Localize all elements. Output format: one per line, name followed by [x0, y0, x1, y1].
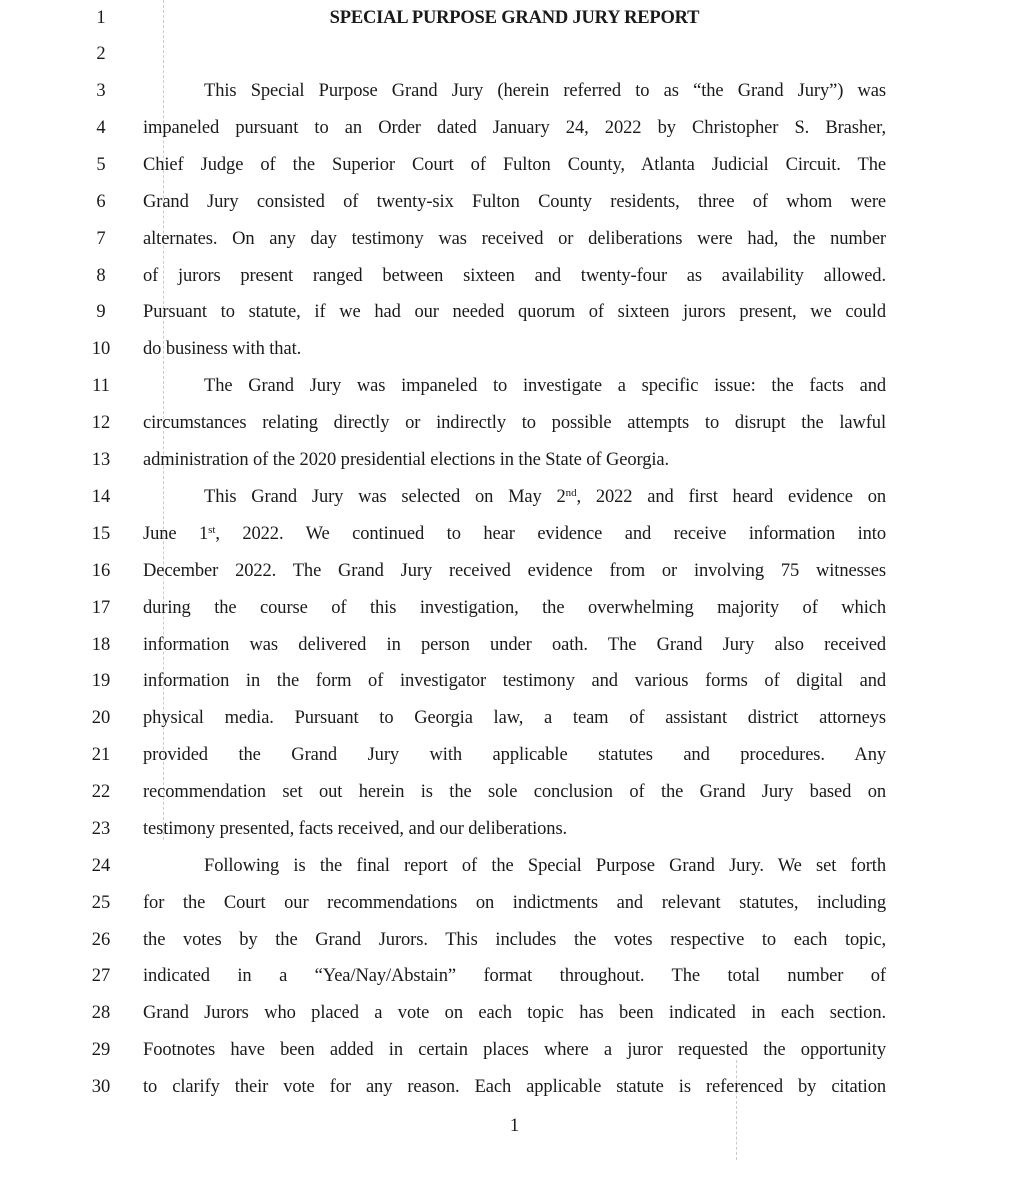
line-number: 3: [96, 81, 106, 101]
line-number: 21: [91, 745, 111, 765]
document-line: [0, 405, 1029, 441]
document-line: [0, 700, 1029, 736]
line-number: 11: [92, 376, 110, 396]
line-text: indicated in a “Yea/Nay/Abstain” format throughout. The total number of: [143, 966, 886, 986]
line-number: 26: [91, 930, 111, 950]
document-line: [0, 184, 1029, 220]
document-line: [0, 258, 1029, 294]
line-text: information in the form of investigator testimony and various forms of digital and: [143, 671, 886, 691]
document-line: [0, 885, 1029, 921]
line-number: 28: [91, 1003, 111, 1023]
line-text: Following is the final report of the Special Purpose Grand Jury. We set forth: [204, 856, 886, 876]
line-text: Grand Jury consisted of twenty-six Fulton County residents, three of whom were: [143, 192, 886, 212]
document-line: [0, 36, 1029, 72]
document-line: [0, 922, 1029, 958]
line-number: 16: [91, 561, 111, 581]
document-line: [0, 479, 1029, 515]
line-number: 19: [91, 671, 111, 691]
document-line: [0, 848, 1029, 884]
document-line: [0, 590, 1029, 626]
line-text-part: , 2022 and first heard evidence on: [576, 487, 886, 507]
line-number: 4: [96, 118, 106, 138]
line-number: 18: [91, 635, 111, 655]
line-text: of jurors present ranged between sixteen and twenty-four as availability allowed.: [143, 266, 886, 286]
document-line: [0, 737, 1029, 773]
line-number: 2: [96, 44, 106, 64]
line-number: 13: [91, 450, 111, 470]
line-number: 24: [91, 856, 111, 876]
document-line: [0, 0, 1029, 36]
line-number: 9: [96, 302, 106, 322]
line-number: 8: [96, 266, 106, 286]
line-text: circumstances relating directly or indirectly to possible attempts to disrupt the lawful: [143, 413, 886, 433]
line-number: 27: [91, 966, 111, 986]
line-text-part: This Grand Jury was selected on May 2: [204, 487, 566, 507]
line-text: December 2022. The Grand Jury received evidence from or involving 75 witnesses: [143, 561, 886, 581]
document-line: [0, 110, 1029, 146]
line-number: 30: [91, 1077, 111, 1097]
line-text: provided the Grand Jury with applicable statutes and procedures. Any: [143, 745, 886, 765]
line-number: 5: [96, 155, 106, 175]
line-text: Grand Jurors who placed a vote on each topic has been indicated in each section.: [143, 1003, 886, 1023]
line-number: 12: [91, 413, 111, 433]
line-text-part: June 1: [143, 524, 209, 544]
document-line: [0, 663, 1029, 699]
document-line: [0, 1032, 1029, 1068]
ordinal-superscript: nd: [565, 487, 577, 499]
document-title: SPECIAL PURPOSE GRAND JURY REPORT: [329, 8, 700, 28]
line-text: [204, 479, 886, 515]
line-text: do business with that.: [143, 339, 302, 359]
line-text-part: , 2022. We continued to hear evidence and receive information into: [215, 524, 886, 544]
line-number: 10: [91, 339, 111, 359]
line-text: impaneled pursuant to an Order dated January 24, 2022 by Christopher S. Brasher,: [143, 118, 886, 138]
line-text: Pursuant to statute, if we had our needed quorum of sixteen jurors present, we could: [143, 302, 886, 322]
line-number: 15: [91, 524, 111, 544]
document-line: [0, 368, 1029, 404]
line-number: 7: [96, 229, 106, 249]
line-number: 6: [96, 192, 106, 212]
document-line: [0, 627, 1029, 663]
line-text: information was delivered in person under oath. The Grand Jury also received: [143, 635, 886, 655]
line-number: 29: [91, 1040, 111, 1060]
ordinal-superscript: st: [208, 524, 216, 536]
line-number: 14: [91, 487, 111, 507]
line-number: 25: [91, 893, 111, 913]
document-line: [0, 995, 1029, 1031]
document-line: [0, 442, 1029, 478]
line-text: recommendation set out herein is the sole conclusion of the Grand Jury based on: [143, 782, 886, 802]
line-text: the votes by the Grand Jurors. This includes the votes respective to each topic,: [143, 930, 886, 950]
document-line: [0, 553, 1029, 589]
document-line: [0, 294, 1029, 330]
line-text: alternates. On any day testimony was received or deliberations were had, the number: [143, 229, 886, 249]
line-text: This Special Purpose Grand Jury (herein referred to as “the Grand Jury”) was: [204, 81, 886, 101]
line-text: administration of the 2020 presidential elections in the State of Georgia.: [143, 450, 670, 470]
page-number: 1: [509, 1116, 520, 1136]
line-text: Footnotes have been added in certain places where a juror requested the opportunity: [143, 1040, 886, 1060]
document-line: [0, 221, 1029, 257]
document-line: [0, 516, 1029, 552]
line-number: 1: [96, 8, 106, 28]
document-line: [0, 811, 1029, 847]
line-text: The Grand Jury was impaneled to investigate a specific issue: the facts and: [204, 376, 886, 396]
line-number: 17: [91, 598, 111, 618]
document-line: [0, 774, 1029, 810]
line-text: Chief Judge of the Superior Court of Fulton County, Atlanta Judicial Circuit. The: [143, 155, 886, 175]
document-line: [0, 1069, 1029, 1105]
line-text: physical media. Pursuant to Georgia law, a team of assistant district attorneys: [143, 708, 886, 728]
line-text: [143, 516, 886, 552]
document-line: [0, 73, 1029, 109]
line-text: during the course of this investigation, the overwhelming majority of which: [143, 598, 886, 618]
document-line: [0, 147, 1029, 183]
document-line: [0, 958, 1029, 994]
line-text: for the Court our recommendations on indictments and relevant statutes, including: [143, 893, 886, 913]
line-number: 20: [91, 708, 111, 728]
line-number: 23: [91, 819, 111, 839]
document-line: [0, 331, 1029, 367]
line-text: to clarify their vote for any reason. Each applicable statute is referenced by citation: [143, 1077, 886, 1097]
line-text: testimony presented, facts received, and our deliberations.: [143, 819, 568, 839]
line-number: 22: [91, 782, 111, 802]
